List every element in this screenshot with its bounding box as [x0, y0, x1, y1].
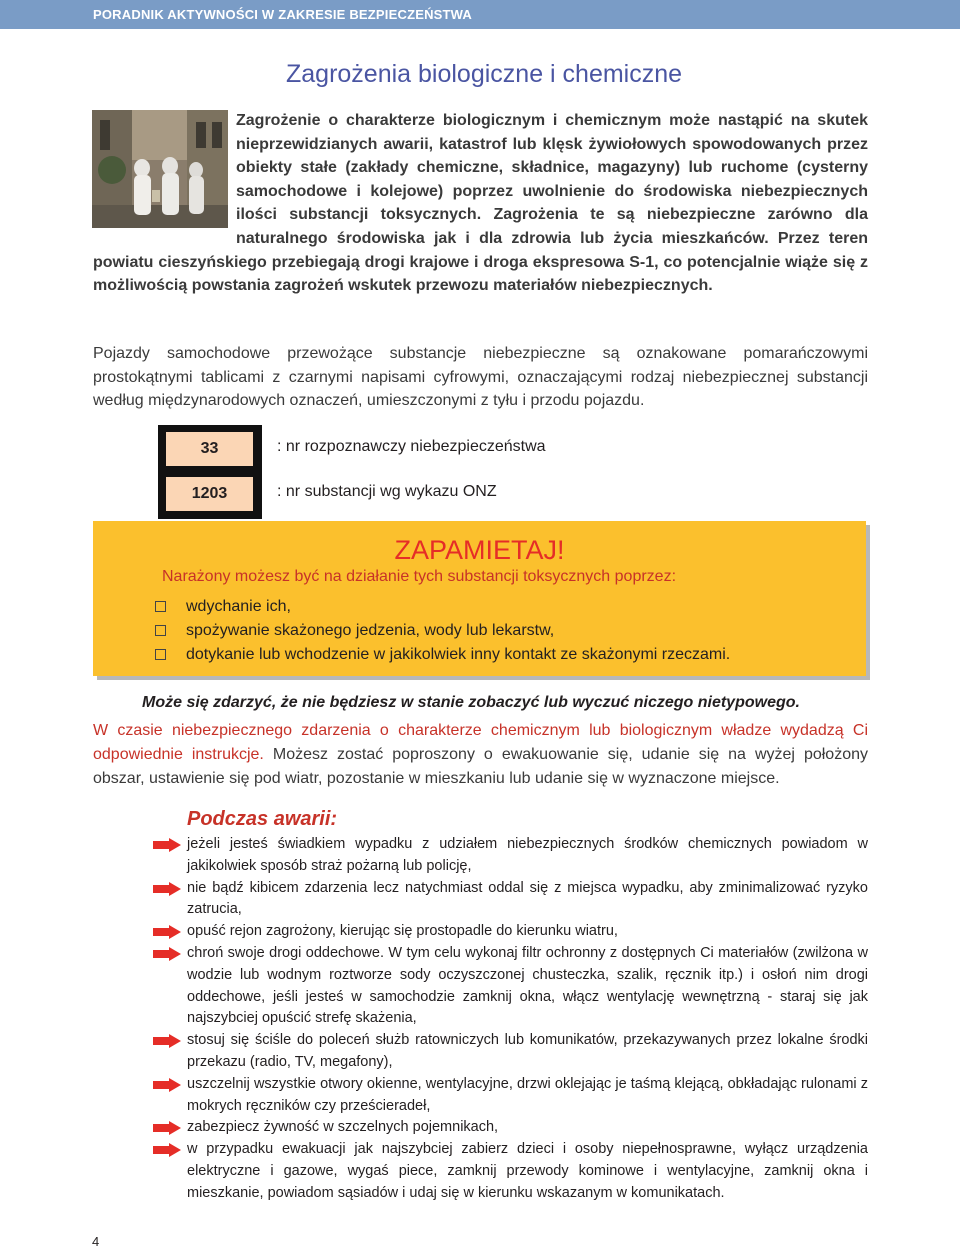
photo-float-space — [93, 109, 236, 227]
list-item: zabezpiecz żywność w szczelnych pojemnikach, — [187, 1117, 868, 1139]
red-arrow-icon — [153, 1121, 181, 1135]
during-accident-list — [187, 834, 868, 1205]
remember-box — [93, 521, 866, 676]
red-arrow-icon — [153, 925, 181, 939]
checkbox-icon — [155, 649, 166, 660]
hazard-plate — [158, 425, 262, 519]
instructions-highlight: W czasie niebezpiecznego zdarzenia o charakterze chemicznym lub biologicznym władze wydadzą Ci odpowiednie instrukcje. — [93, 722, 868, 763]
instructions-rest: Możesz zostać poproszony o ewakuowanie się, udanie się na wyżej położony obszar, ustawienie się pod wiatr, pozostanie w mieszkaniu lub udanie się w wyznaczone miejsce. — [93, 746, 868, 787]
list-item: nie bądź kibicem zdarzenia lecz natychmiast oddal się z miejsca wypadku, aby zminimalizować ryzyko zatrucia, — [187, 878, 868, 922]
checkbox-icon — [155, 625, 166, 636]
un-number-description: : nr substancji wg wykazu ONZ — [277, 483, 497, 500]
un-number-cell: 1203 — [165, 476, 254, 512]
red-arrow-icon — [153, 1034, 181, 1048]
intro-paragraph — [93, 109, 868, 298]
intro-text: Zagrożenie o charakterze biologicznym i chemicznym może nastąpić na skutek nieprzewidzianych awarii, katastrof lub klęsk żywiołowych spowodowanych przez obiekty stałe (zakłady chemiczne, składnice, magazyny) lub ruchome (cysterny samochodowe i kolejowe) poprzez uwolnienie do środowiska niebezpiecznych ilości substancji toksycznych. Zagrożenia te są niebezpieczne zarówno dla naturalnego środowiska jak i dla zdrowia lub życia mieszkańców. Przez teren powiatu cieszyńskiego przebiegają drogi krajowe i droga ekspresowa S-1, co potencjalnie wiąże się z możliwością powstania zagrożeń wskutek przewozu materiałów niebezpiecznych. — [93, 112, 868, 295]
remember-item: dotykanie lub wchodzenie w jakikolwiek inny kontakt ze skażonymi rzeczami. — [186, 646, 730, 664]
list-item: uszczelnij wszystkie otwory okienne, wentylacyjne, drzwi oklejając je taśmą klejącą, obkładając rulonami z mokrych ręczników czy prześcieradeł, — [187, 1074, 868, 1118]
checkbox-icon — [155, 601, 166, 612]
list-item: opuść rejon zagrożony, kierując się prostopadle do kierunku wiatru, — [187, 921, 868, 943]
red-arrow-icon — [153, 947, 181, 961]
warning-text: Może się zdarzyć, że nie będziesz w stanie zobaczyć lub wyczuć niczego nietypowego. — [142, 694, 800, 711]
remember-item: spożywanie skażonego jedzenia, wody lub lekarstw, — [186, 622, 554, 640]
hazard-number-description: : nr rozpoznawczy niebezpieczeństwa — [277, 438, 546, 455]
page-title: Zagrożenia biologiczne i chemiczne — [286, 60, 683, 88]
header-title: PORADNIK AKTYWNOŚCI W ZAKRESIE BEZPIECZEŃSTWA — [93, 7, 473, 22]
list-item: jeżeli jesteś świadkiem wypadku z udziałem niebezpiecznych środków chemicznych powiadom w jakikolwiek sposób straż pożarną lub policję, — [187, 834, 868, 878]
remember-title: ZAPAMIETAJ! — [394, 535, 565, 565]
red-arrow-icon — [153, 1143, 181, 1157]
remember-item: wdychanie ich, — [186, 598, 291, 616]
header-bar — [0, 0, 960, 29]
hazard-number-cell: 33 — [165, 431, 254, 467]
list-item: stosuj się ściśle do poleceń służb ratowniczych lub komunikatów, przekazywanych przez lokalne środki przekazu (radio, TV, megafony), — [187, 1030, 868, 1074]
instructions-paragraph — [93, 719, 868, 791]
list-item: chroń swoje drogi oddechowe. W tym celu wykonaj filtr ochronny z dostępnych Ci materiałów (zwilżona w wodzie lub wodnym roztworze sody oczyszczonej chusteczka, szalik, ręcznik itp.) i osłoń nim drogi oddechowe, jeśli jesteś w samochodzie zamknij okna, włącz wentylację wewnętrzną - staraj się jak najszybciej opuścić strefę skażenia, — [187, 943, 868, 1030]
remember-subtitle: Narażony możesz być na działanie tych substancji toksycznych poprzez: — [162, 568, 677, 585]
red-arrow-icon — [153, 1078, 181, 1092]
during-accident-title: Podczas awarii: — [187, 808, 338, 830]
list-item: w przypadku ewakuacji jak najszybciej zabierz dzieci i osoby niepełnosprawne, wyłącz urządzenia elektryczne i gazowe, wygaś piece, zamknij przewody kominowe i wentylacyjne, zamknij okna i mieszkanie, powiadom sąsiadów i udaj się w kierunku wskazanym w komunikatach. — [187, 1139, 868, 1204]
red-arrow-icon — [153, 882, 181, 896]
page-number: 4 — [92, 1234, 100, 1249]
vehicle-marking-paragraph: Pojazdy samochodowe przewożące substancje niebezpieczne są oznakowane pomarańczowymi prostokątnymi tablicami z czarnymi napisami cyfrowymi, oznaczającymi rodzaj niebezpiecznej substancji według międzynarodowych oznaczeń, umieszczonymi z tyłu i przodu pojazdu. — [93, 345, 868, 410]
red-arrow-icon — [153, 838, 181, 852]
